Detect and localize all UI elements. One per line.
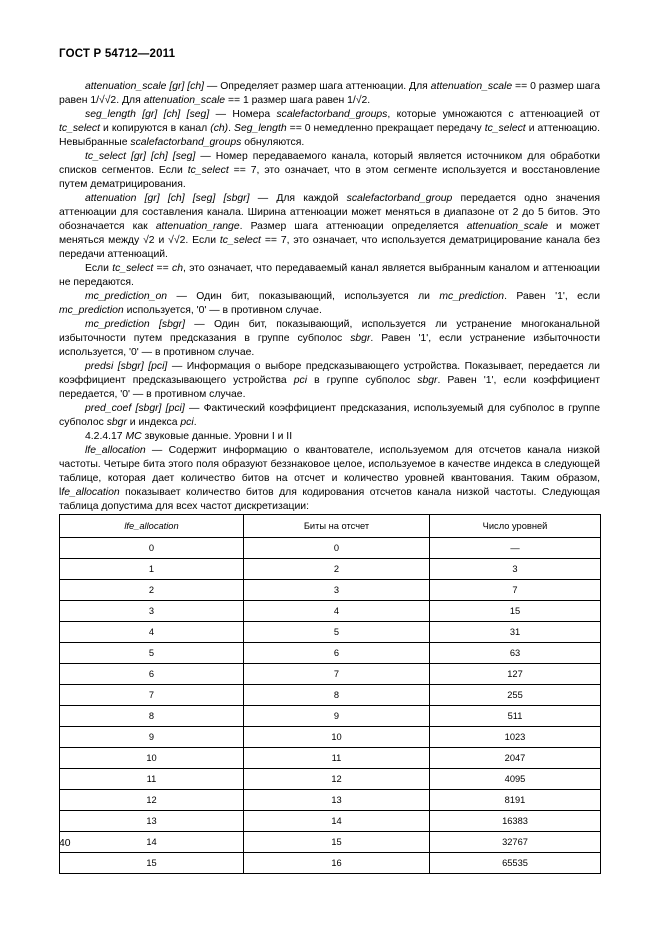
table-row xyxy=(60,853,601,874)
table-row xyxy=(60,559,601,580)
cell-lfe-allocation: 9 xyxy=(60,727,244,748)
cell-number-of-levels: 2047 xyxy=(430,748,601,769)
cell-bits-per-sample: 15 xyxy=(244,832,430,853)
cell-bits-per-sample: 5 xyxy=(244,622,430,643)
table-row xyxy=(60,811,601,832)
cell-number-of-levels: 7 xyxy=(430,580,601,601)
table-body xyxy=(60,538,601,874)
cell-number-of-levels: 4095 xyxy=(430,769,601,790)
paragraph-attenuation-scale: attenuation_scale [gr] [ch] — Определяет размер шага аттенюации. Для attenuation_scale == 0 размер шага равен 1/√√2. Для attenuation_scale == 1 размер шага равен 1/√2. xyxy=(59,81,600,106)
paragraph-attenuation: attenuation [gr] [ch] [seg] [sbgr] — Для каждой scalefactorband_group передается одно значения аттенюации для составления канала. Ширина аттенюации может меняться в диапазоне от 2 до 5 битов. Это обозначается как attenuation_range. Размер шага аттенюации определяется attenuation_scale и может меняться между √2 и √√2. Если tc_select == 7, это означает, что используется дематрицирование канала без передачи аттенюаций. xyxy=(59,193,600,260)
column-header-number-of-levels: Число уровней xyxy=(430,515,601,538)
table-row xyxy=(60,748,601,769)
lfe-allocation-table-wrapper xyxy=(59,514,600,874)
column-header-lfe-allocation: lfe_allocation xyxy=(60,515,244,538)
cell-number-of-levels: 16383 xyxy=(430,811,601,832)
paragraph-seg-length: seg_length [gr] [ch] [seg] — Номера scalefactorband_groups, которые умножаются с аттенюацией от tc_select и копируются в канал (ch). Seg_length == 0 немедленно прекращает передачу tc_select и аттенюацию. Невыбранные scalefactorband_groups обнуляются. xyxy=(59,109,600,148)
cell-bits-per-sample: 11 xyxy=(244,748,430,769)
table-row xyxy=(60,769,601,790)
table-row xyxy=(60,622,601,643)
clause-heading: 4.2.4.17 MC звуковые данные. Уровни I и II xyxy=(85,431,293,442)
cell-lfe-allocation: 8 xyxy=(60,706,244,727)
paragraph-mc-prediction: mc_prediction [sbgr] — Один бит, показывающий, используется ли устранение многоканальной избыточности путем предсказания в группе субполос sbgr. Равен '1', если устранение избыточности используется, '0' — в противном случае. xyxy=(59,319,601,358)
cell-number-of-levels: 32767 xyxy=(430,832,601,853)
body-text xyxy=(59,80,600,514)
cell-bits-per-sample: 7 xyxy=(244,664,430,685)
table-row xyxy=(60,706,601,727)
cell-lfe-allocation: 6 xyxy=(60,664,244,685)
table-row xyxy=(60,580,601,601)
cell-bits-per-sample: 0 xyxy=(244,538,430,559)
cell-lfe-allocation: 5 xyxy=(60,643,244,664)
cell-lfe-allocation: 4 xyxy=(60,622,244,643)
cell-bits-per-sample: 3 xyxy=(244,580,430,601)
cell-number-of-levels: 255 xyxy=(430,685,601,706)
table-row xyxy=(60,601,601,622)
cell-lfe-allocation: 14 xyxy=(60,832,244,853)
cell-bits-per-sample: 13 xyxy=(244,790,430,811)
table-row xyxy=(60,727,601,748)
cell-bits-per-sample: 16 xyxy=(244,853,430,874)
cell-number-of-levels: 511 xyxy=(430,706,601,727)
cell-bits-per-sample: 2 xyxy=(244,559,430,580)
cell-bits-per-sample: 14 xyxy=(244,811,430,832)
cell-lfe-allocation: 2 xyxy=(60,580,244,601)
cell-lfe-allocation: 0 xyxy=(60,538,244,559)
table-row xyxy=(60,664,601,685)
table-row xyxy=(60,790,601,811)
cell-bits-per-sample: 10 xyxy=(244,727,430,748)
cell-number-of-levels: 1023 xyxy=(430,727,601,748)
cell-number-of-levels: 63 xyxy=(430,643,601,664)
table-header xyxy=(60,515,601,538)
paragraph-tc-select: tc_select [gr] [ch] [seg] — Номер передаваемого канала, который является источником для обработки списков сегментов. Если tc_select == 7, это означает, что в этом сегменте используется и восстановление путем дематрицирования. xyxy=(59,151,600,190)
cell-bits-per-sample: 9 xyxy=(244,706,430,727)
cell-lfe-allocation: 1 xyxy=(60,559,244,580)
cell-lfe-allocation: 7 xyxy=(60,685,244,706)
lfe-allocation-table xyxy=(59,514,601,874)
paragraph-pred-coef: pred_coef [sbgr] [pci] — Фактический коэффициент предсказания, используемый для субполос в группе субполос sbgr и индекса pci. xyxy=(59,403,600,428)
cell-number-of-levels: 31 xyxy=(430,622,601,643)
paragraph-predsi: predsi [sbgr] [pci] — Информация о выборе предсказывающего устройства. Показывает, передается ли коэффициент предсказывающего устройства pci в группе субполос sbgr. Равен '1', если коэффициент передается, '0' — в противном случае. xyxy=(59,361,600,400)
cell-number-of-levels: 8191 xyxy=(430,790,601,811)
cell-lfe-allocation: 3 xyxy=(60,601,244,622)
table-row xyxy=(60,685,601,706)
cell-number-of-levels: — xyxy=(430,538,601,559)
paragraph-tc-select-ch: Если tc_select == ch, это означает, что передаваемый канал является выбранным каналом и аттенюации не передаются. xyxy=(59,263,600,288)
cell-number-of-levels: 65535 xyxy=(430,853,601,874)
cell-lfe-allocation: 12 xyxy=(60,790,244,811)
cell-bits-per-sample: 12 xyxy=(244,769,430,790)
cell-bits-per-sample: 4 xyxy=(244,601,430,622)
paragraph-lfe-allocation: lfe_allocation — Содержит информацию о квантователе, используемом для отсчетов канала низкой частоты. Четыре бита этого поля образуют беззнаковое целое, используемое в качестве индекса в следующей таблице, которая дает количество битов на отсчет и количество уровней квантования. Таким образом, lfe_allocation показывает количество битов для кодирования отсчетов канала низкой частоты. Следующая таблица допустима для всех частот дискретизации: xyxy=(59,445,600,512)
column-header-bits-per-sample: Биты на отсчет xyxy=(244,515,430,538)
cell-lfe-allocation: 13 xyxy=(60,811,244,832)
table-row xyxy=(60,538,601,559)
cell-lfe-allocation: 10 xyxy=(60,748,244,769)
cell-number-of-levels: 15 xyxy=(430,601,601,622)
cell-number-of-levels: 127 xyxy=(430,664,601,685)
cell-bits-per-sample: 8 xyxy=(244,685,430,706)
table-header-row xyxy=(60,515,601,538)
cell-lfe-allocation: 11 xyxy=(60,769,244,790)
cell-lfe-allocation: 15 xyxy=(60,853,244,874)
standard-header: ГОСТ Р 54712—2011 xyxy=(59,48,176,60)
cell-number-of-levels: 3 xyxy=(430,559,601,580)
paragraph-mc-prediction-on: mc_prediction_on — Один бит, показывающий, используется ли mc_prediction. Равен '1', если mc_prediction используется, '0' — в противном случае. xyxy=(59,291,600,316)
table-row xyxy=(60,832,601,853)
table-row xyxy=(60,643,601,664)
page-number: 40 xyxy=(59,838,71,849)
cell-bits-per-sample: 6 xyxy=(244,643,430,664)
